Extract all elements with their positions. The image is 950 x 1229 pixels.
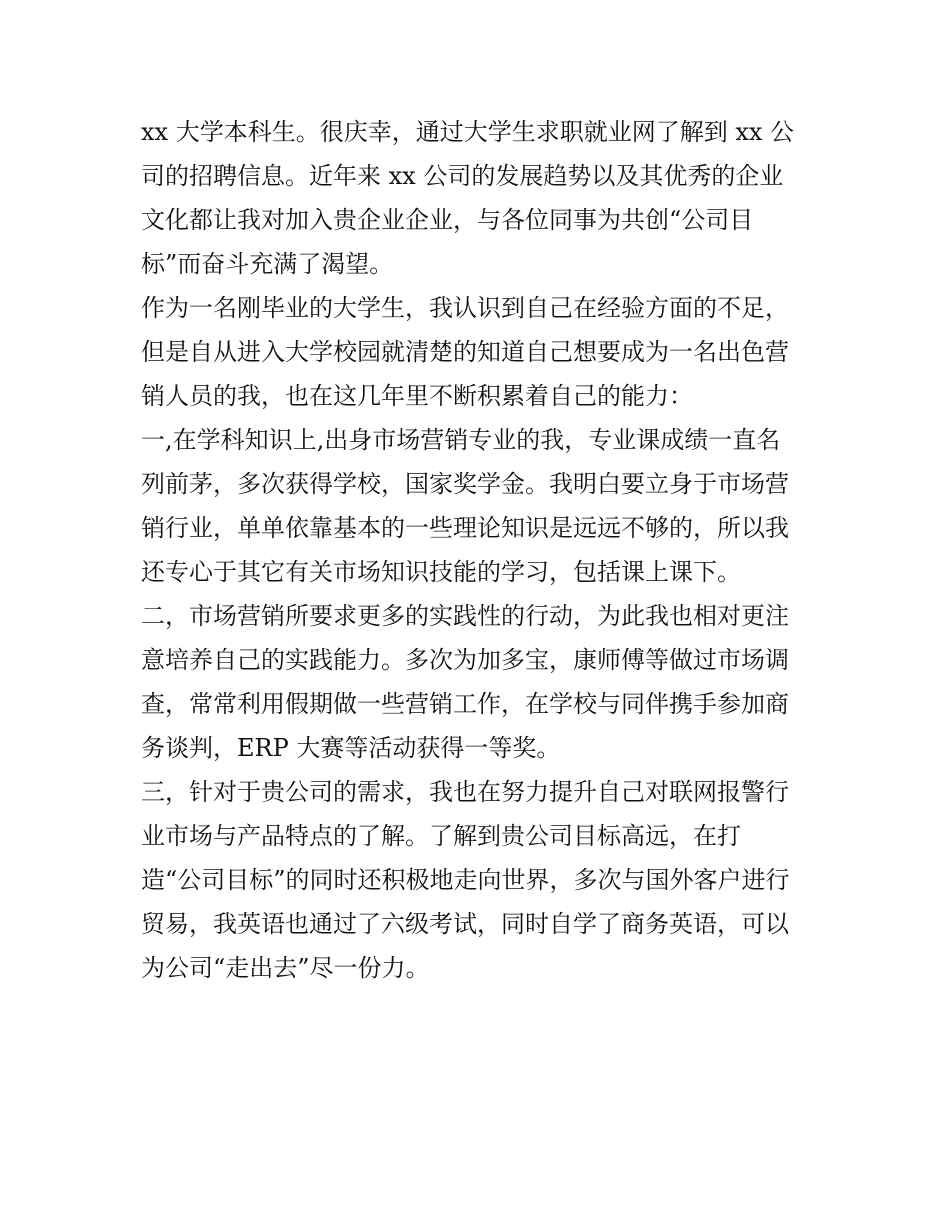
text-line: xx 大学本科生。很庆幸，通过大学生求职就业网了解到 xx 公 <box>141 118 795 146</box>
body-text <box>141 110 821 990</box>
text-line: 司的招聘信息。近年来 xx 公司的发展趋势以及其优秀的企业 <box>141 162 784 190</box>
text-line: 为公司“走出去”尽一份力。 <box>141 954 430 982</box>
text-line: 标”而奋斗充满了渴望。 <box>141 250 394 278</box>
text-line: 查，常常利用假期做一些营销工作，在学校与同伴携手参加商 <box>141 690 789 718</box>
text-line: 造“公司目标”的同时还积极地走向世界，多次与国外客户进行 <box>141 866 790 894</box>
text-line: 二，市场营销所要求更多的实践性的行动，为此我也相对更注 <box>141 602 789 630</box>
text-line: 销行业，单单依靠基本的一些理论知识是远远不够的，所以我 <box>141 514 789 542</box>
text-line: 但是自从进入大学校园就清楚的知道自己想要成为一名出色营 <box>141 338 789 366</box>
text-line: 列前茅，多次获得学校，国家奖学金。我明白要立身于市场营 <box>141 470 789 498</box>
text-line: 业市场与产品特点的了解。了解到贵公司目标高远，在打 <box>141 822 741 850</box>
text-line: 销人员的我，也在这几年里不断积累着自己的能力： <box>141 382 693 410</box>
text-line: 还专心于其它有关市场知识技能的学习，包括课上课下。 <box>141 558 741 586</box>
text-line: 意培养自己的实践能力。多次为加多宝，康师傅等做过市场调 <box>141 646 789 674</box>
text-line: 作为一名刚毕业的大学生，我认识到自己在经验方面的不足， <box>141 294 789 322</box>
text-line: 文化都让我对加入贵企业企业，与各位同事为共创“公司目 <box>141 206 754 234</box>
text-line: 务谈判，ERP 大赛等活动获得一等奖。 <box>141 734 561 762</box>
text-line: 一,在学科知识上,出身市场营销专业的我，专业课成绩一直名 <box>141 426 781 454</box>
text-line: 三，针对于贵公司的需求，我也在努力提升自己对联网报警行 <box>141 778 789 806</box>
text-line: 贸易，我英语也通过了六级考试，同时自学了商务英语，可以 <box>141 910 789 938</box>
